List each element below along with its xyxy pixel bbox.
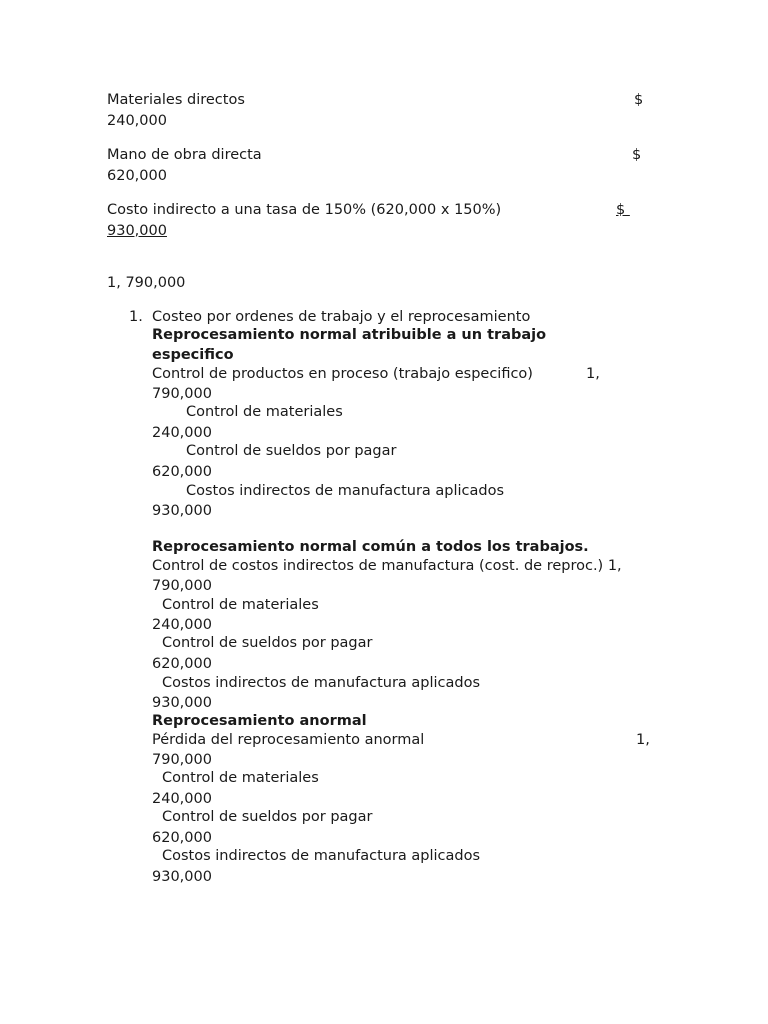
materials-amount: 240,000 — [107, 113, 167, 129]
journal-credit-label: Costos indirectos de manufactura aplicados — [162, 848, 481, 864]
journal-credit-label: Control de materiales — [162, 597, 319, 613]
journal-credit-amount: 930,000 — [152, 503, 212, 519]
journal-debit-amount-part1: 1, — [586, 366, 600, 382]
section-abnormal-heading: Reprocesamiento anormal — [152, 713, 367, 729]
journal-credit-label: Control de materiales — [162, 770, 319, 786]
journal-credit-label: Costos indirectos de manufactura aplicados — [162, 675, 481, 691]
section-normal-specific-heading-1: Reprocesamiento normal atribuible a un trabajo — [152, 327, 547, 343]
journal-credit-amount: 620,000 — [152, 464, 212, 480]
section-normal-specific-heading-2: especifico — [152, 347, 234, 363]
list-number: 1. — [129, 309, 143, 325]
overhead-label: Costo indirecto a una tasa de 150% (620,000 x 150%) — [107, 202, 502, 218]
materials-currency: $ — [634, 92, 644, 108]
journal-credit-amount: 620,000 — [152, 656, 212, 672]
journal-debit-amount-part2: 790,000 — [152, 752, 212, 768]
journal-debit-amount-part2: 790,000 — [152, 578, 212, 594]
overhead-currency: $ — [616, 202, 630, 218]
journal-credit-amount: 240,000 — [152, 617, 212, 633]
list-item-title: Costeo por ordenes de trabajo y el reprocesamiento — [152, 309, 531, 325]
journal-debit-label: Control de productos en proceso (trabajo especifico) — [152, 366, 533, 382]
journal-debit-label: Pérdida del reprocesamiento anormal — [152, 732, 425, 748]
summary-total: 1, 790,000 — [107, 275, 186, 291]
journal-credit-amount: 930,000 — [152, 695, 212, 711]
journal-credit-label: Control de sueldos por pagar — [162, 635, 373, 651]
materials-label: Materiales directos — [107, 92, 245, 108]
journal-credit-label: Control de materiales — [186, 404, 343, 420]
journal-debit-amount-part1: 1, — [636, 732, 650, 748]
labor-amount: 620,000 — [107, 168, 167, 184]
labor-label: Mano de obra directa — [107, 147, 262, 163]
journal-credit-label: Control de sueldos por pagar — [186, 443, 397, 459]
journal-credit-amount: 620,000 — [152, 830, 212, 846]
journal-credit-amount: 240,000 — [152, 425, 212, 441]
labor-currency: $ — [632, 147, 642, 163]
overhead-amount: 930,000 — [107, 223, 167, 239]
journal-credit-amount: 240,000 — [152, 791, 212, 807]
journal-debit-amount-part2: 790,000 — [152, 386, 212, 402]
journal-debit-label: Control de costos indirectos de manufactura (cost. de reproc.) 1, — [152, 558, 622, 574]
journal-credit-amount: 930,000 — [152, 869, 212, 885]
journal-credit-label: Costos indirectos de manufactura aplicados — [186, 483, 505, 499]
section-normal-common-heading: Reprocesamiento normal común a todos los trabajos. — [152, 539, 589, 555]
journal-credit-label: Control de sueldos por pagar — [162, 809, 373, 825]
